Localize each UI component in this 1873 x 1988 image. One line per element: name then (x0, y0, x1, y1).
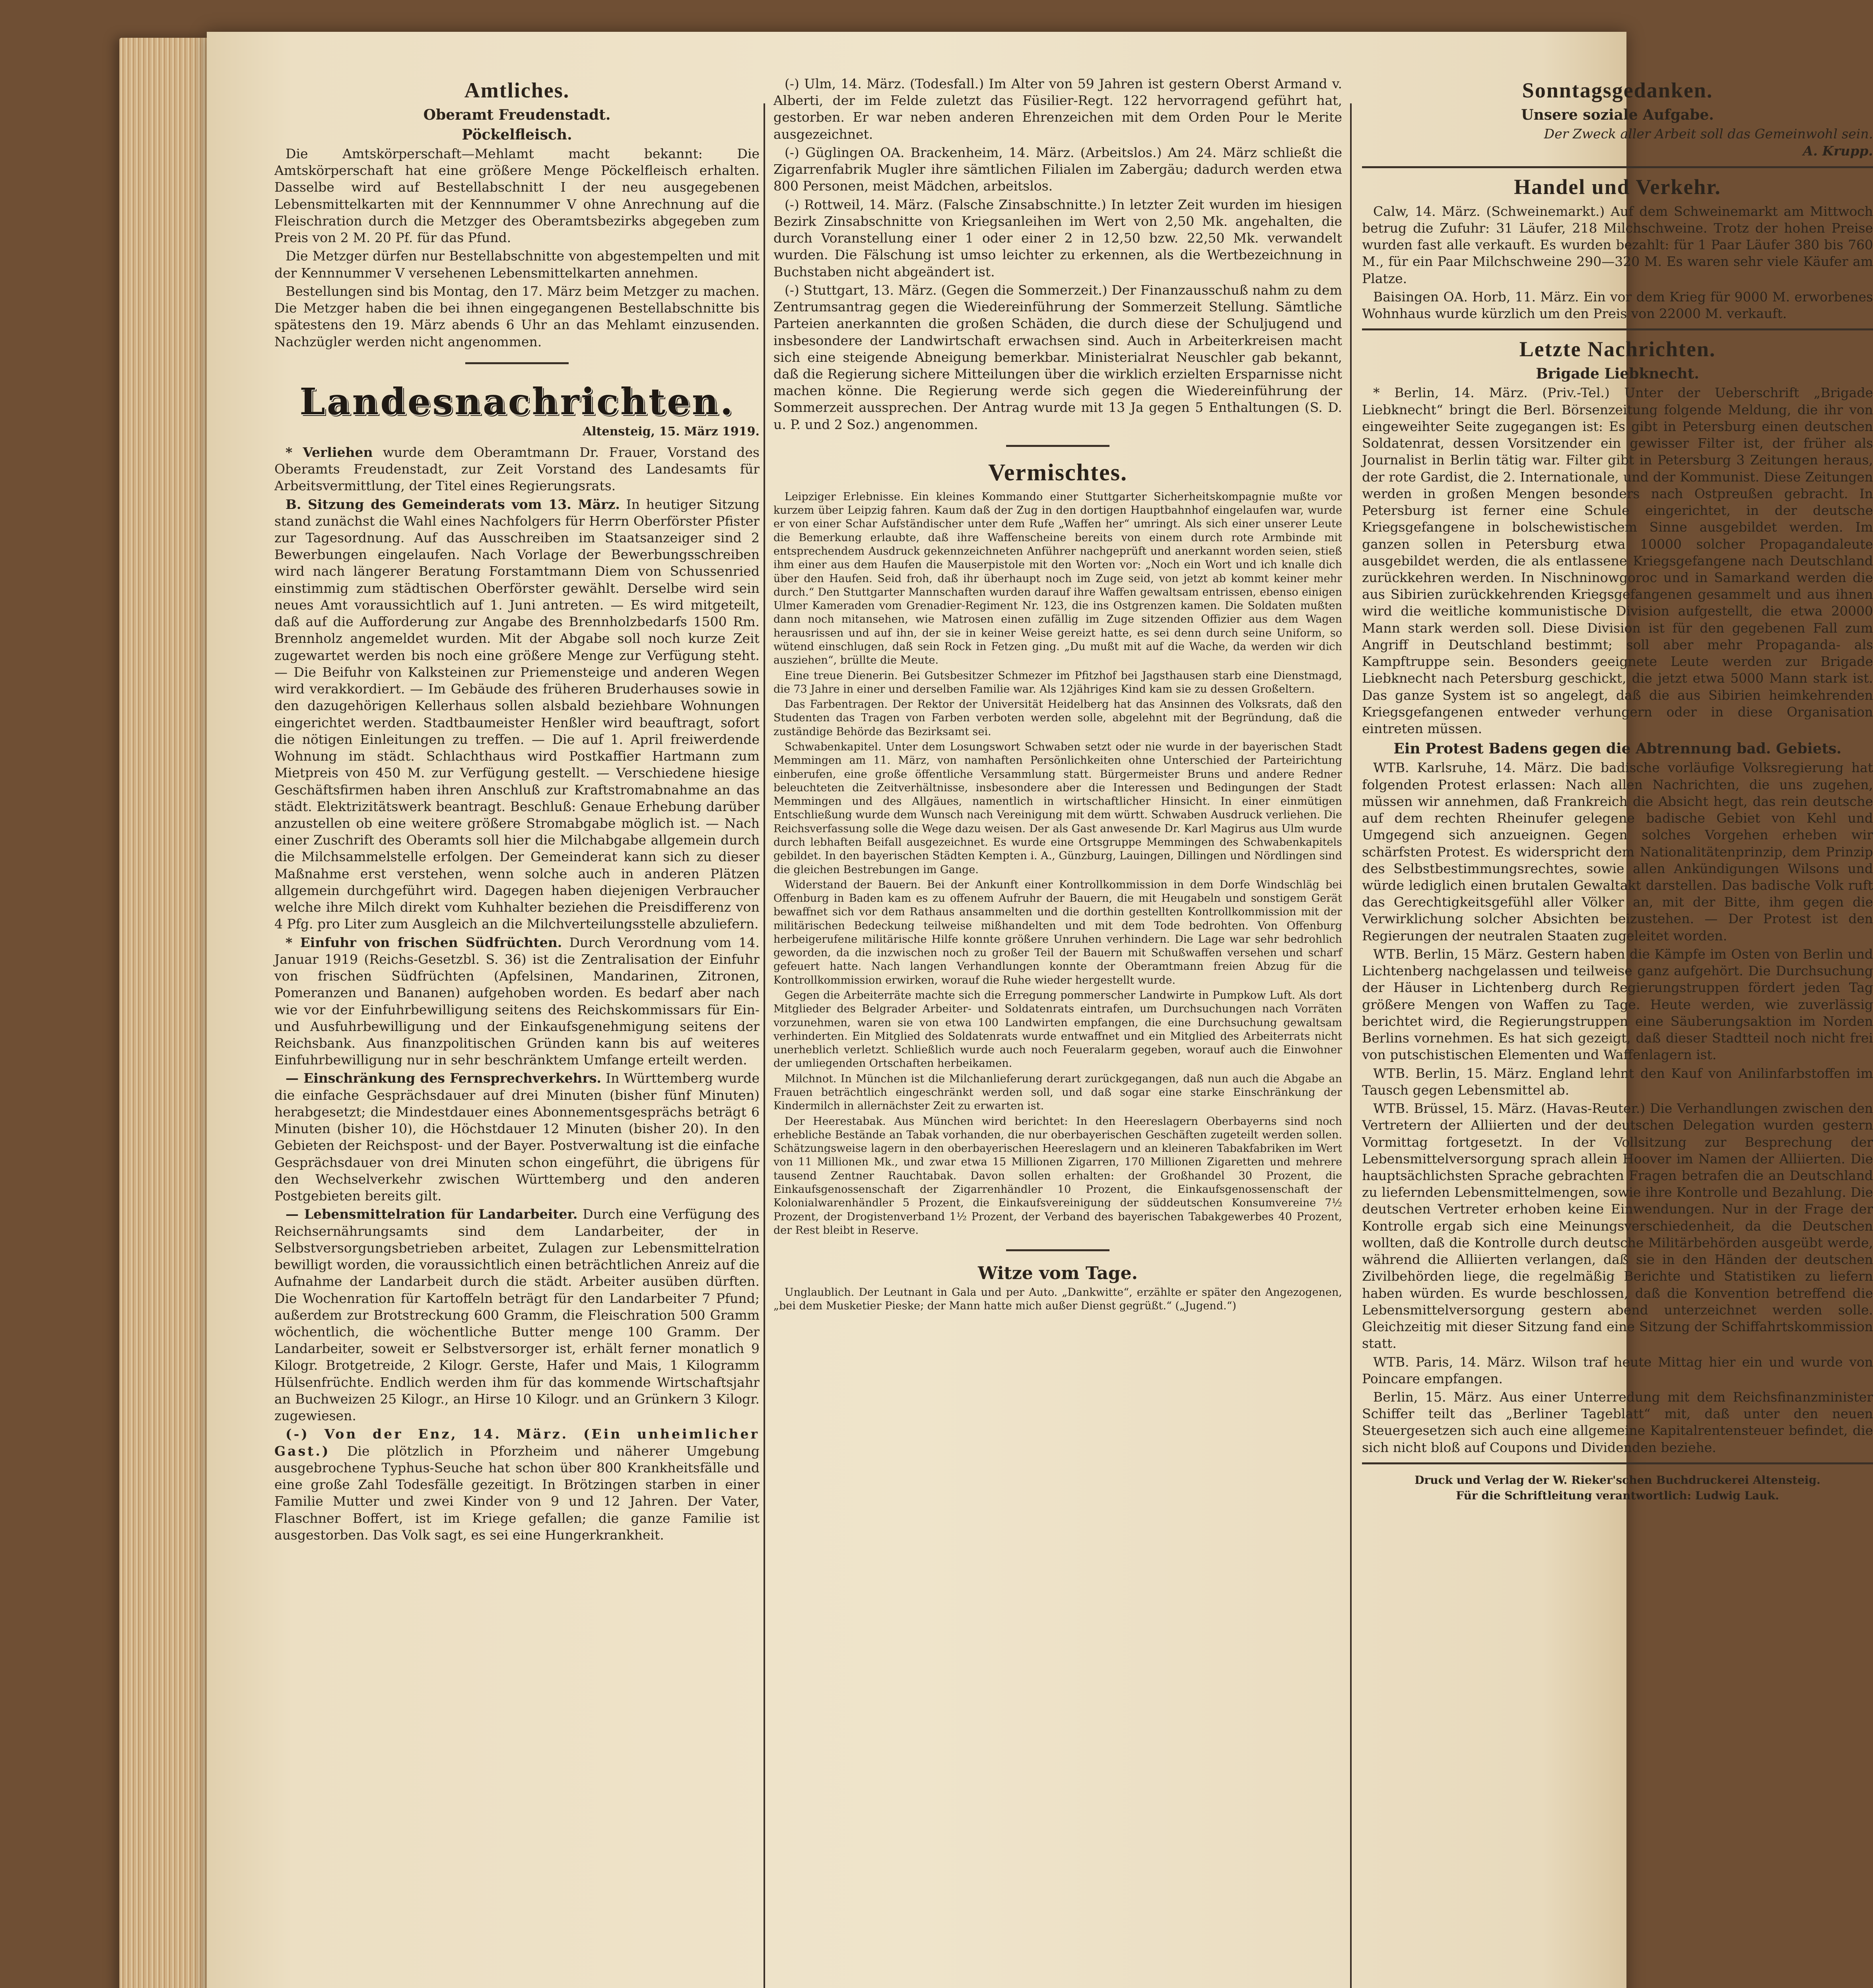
news-gueglingen: (-) Güglingen OA. Brackenheim, 14. März. (Arbeitslos.) Am 24. März schließt die Zigarrenfabrik Mugler ihre sämtlichen Filialen im Zabergäu; dadurch werden etwa 800 Personen, meist Mädchen, arbeitslos. (773, 144, 1342, 194)
imprint-editor: Für die Schriftleitung verantwortlich: Ludwig Lauk. (1456, 1489, 1779, 1503)
motto-author: A. Krupp. (1803, 143, 1873, 159)
oberamt-heading: Oberamt Freudenstadt. (423, 107, 611, 123)
protest-subheading: Ein Protest Badens gegen die Abtrennung bad. Gebiets. (1393, 740, 1842, 757)
vermischtes-body (773, 490, 1342, 1237)
section-divider (1362, 1462, 1873, 1464)
landes-item-fernsprech: — Einschränkung des Fernsprechverkehrs. In Württemberg wurde die einfache Gesprächsdauer auf drei Minuten (bisher fünf Minuten) herabgesetzt; die Mindestdauer eines Abonnementsgesprächs beträgt 6 Minuten (bisher 10), die Höchstdauer 12 Minuten (bisher 20). In den Gebieten der Reichspost- und der Bayer. Postverwaltung ist die einfache Gesprächsdauer von drei Minuten schon eingeführt, die übrigens für den Wechselverkehr zwischen Württemberg und den anderen Postgebieten bereits gilt. (274, 1070, 760, 1204)
poekel-paragraph-2: Die Metzger dürfen nur Bestellabschnitte von abgestempelten und mit der Kennnummer V versehenen Lebensmittelkarten annehmen. (274, 248, 760, 281)
landes-item-enz: (-) Von der Enz, 14. März. (Ein unheimlicher Gast.) Die plötzlich in Pforzheim und näherer Umgebung ausgebrochene Typhus-Seuche hat schon über 800 Krankheitsfälle und eine große Zahl Todesfälle gezeitigt. In Brötzingen starben in einer Familie Mutter und zwei Kinder von 9 und 12 Jahren. Der Vater, Flaschner Boffert, ist im Kriege gefallen; die ganze Familie ist ausgestorben. Das Volk sagt, es sei eine Hungerkrankheit. (274, 1426, 760, 1543)
letzte-berlin-2: WTB. Berlin, 15 März. Gestern haben die Kämpfe im Osten von Berlin und Lichtenberg nachgelassen und teilweise ganz aufgehört. Die Durchsuchung der Häuser in Lichtenberg durch Regierungstruppen fördert jeden Tag größere Mengen von Waffen zu Tage. Heute werden, wie zuverlässig berichtet wird, die Regierungstruppen eine Säuberungsaktion im Norden Berlins vornehmen. Es hat sich gezeigt, daß dieser Stadtteil noch nicht frei von putschistischen Elementen und Waffenlagern ist. (1362, 946, 1873, 1063)
motto-quote: Der Zweck aller Arbeit soll das Gemeinwohl sein. (1544, 126, 1873, 142)
vermischtes-heading: Vermischtes. (988, 459, 1128, 485)
landes-dateline: Altensteig, 15. März 1919. (582, 424, 760, 439)
letzte-karlsruhe: WTB. Karlsruhe, 14. März. Die badische vorläufige Volksregierung hat folgenden Protest erlassen: Nach allen Nachrichten, die uns zugehen, müssen wir annehmen, daß Frankreich die Absicht hegt, das rein deutsche auf dem rechten Rheinufer gelegene badische Gebiet von Kehl und Umgegend sich anzueignen. Gegen solches Vorgehen erheben wir schärfsten Protest. Es widerspricht dem Nationalitätenprinzip, dem Prinzip des Selbstbestimmungsrechtes, sowie allen Ankündigungen Wilsons und würde lediglich einen brutalen Gewaltakt darstellen. Das badische Volk ruft das Gerechtigkeitsgefühl aller Völker an, mit der Bitte, ihm gegen die Verwirklichung solcher Absichten beizustehen. — Der Protest ist den Regierungen der neutralen Staaten zugeleitet worden. (1362, 760, 1873, 944)
witz-text: Unglaublich. Der Leutnant in Gala und per Auto. „Dankwitte“, erzählte er später den Angezogenen, „bei dem Musketier Pieske; der Mann hatte mich außer Dienst gegrüßt.“ („Jugend.“) (773, 1286, 1342, 1312)
news-ulm: (-) Ulm, 14. März. (Todesfall.) Im Alter von 59 Jahren ist gestern Oberst Armand v. Alberti, der im Felde zuletzt das Füsilier-Regt. 122 hervorragend geführt hat, gestorben. Er war neben anderen Ehrenzeichen mit dem Orden Pour le Merite ausgezeichnet. (773, 76, 1342, 142)
handel-heading: Handel und Verkehr. (1514, 175, 1721, 199)
verm-leipzig: Leipziger Erlebnisse. Ein kleines Kommando einer Stuttgarter Sicherheitskompagnie mußte vor kurzem über Leipzig fahren. Kaum daß der Zug in den dortigen Hauptbahnhof eingelaufen war, wurde er von einer Schar Aufständischer unter dem Rufe „Waffen her“ umringt. Als sich einer unserer Leute die Bemerkung erlaubte, daß ihre Waffenscheine bereits von einem durch rote Armbinde mit entsprechendem Ausdruck gekennzeichneten Anführer nachgeprüft und anerkannt worden seien, stieß ihm einer aus dem Haufen die Mauserpistole mit den Worten vor: „Noch ein Wort und ich knalle dich über den Haufen. Seid froh, daß ihr überhaupt noch im Zuge seid, von jetzt ab kommt keiner mehr durch.“ Den Stuttgarter Mannschaften wurden darauf ihre Waffen gewaltsam entrissen, ebenso einigen Ulmer Kameraden vom Grenadier-Regiment Nr. 123, die ins Ostgrenzen kamen. Die Soldaten mußten dann noch mitansehen, wie Matrosen einen zufällig im Zuge sitzenden Offizier aus dem Wagen herausrissen und auf ihn, der sie in keiner Weise gereizt hatte, es sei denn durch seine Uniform, so wütend einschlugen, daß sein Rock in Fetzen ging. „Du mußt mit auf die Wache, da werden wir dich ausziehen“, brüllte die Meute. (773, 490, 1342, 667)
landes-item-verliehen: * Verliehen wurde dem Oberamtmann Dr. Frauer, Vorstand des Oberamts Freudenstadt, zur Zeit Vorstand des Landesamts für Arbeitsvermittlung, der Titel eines Regierungsrats. (274, 444, 760, 494)
news-rottweil: (-) Rottweil, 14. März. (Falsche Zinsabschnitte.) In letzter Zeit wurden im hiesigen Bezirk Zinsabschnitte von Kriegsanleihen im Wert von 2,50 Mk. angehalten, die durch Voranstellung einer 1 oder einer 2 in 12,50 bzw. 22,50 Mk. verwandelt wurden. Die Fälschung ist umso leichter zu erkennen, als die Wertbezeichnung in Buchstaben nicht abgeändert ist. (773, 196, 1342, 280)
landes-item-landarbeiter: — Lebensmittelration für Landarbeiter. Durch eine Verfügung des Reichsernährungsamts sind dem Landarbeiter, der in Selbstversorgungsbetrieben arbeitet, Zulagen zur Lebensmittelration bewilligt worden, die voraussichtlich einen beträchtlichen Anreiz auf die Aufnahme der Landarbeit durch die städt. Arbeiter ausüben dürften. Die Wochenration für Kartoffeln beträgt für den Landarbeiter 7 Pfund; außerdem zur Brotstreckung 600 Gramm, die Fleischration 500 Gramm wöchentlich, die wöchentliche Butter menge 100 Gramm. Der Landarbeiter, soweit er Selbstversorger ist, erhält ferner monatlich 9 Kilogr. Brotgetreide, 2 Kilogr. Gerste, Hafer und Mais, 1 Kilogramm Hülsenfrüchte. Endlich werden ihm für das kommende Wirtschaftsjahr an Buchweizen 25 Kilogr., an Hirse 10 Kilogr. und an Grünkern 3 Kilogr. zugewiesen. (274, 1206, 760, 1424)
verm-arbeiterraete: Gegen die Arbeiterräte machte sich die Erregung pommerscher Landwirte in Pumpkow Luft. Als dort Mitglieder des Belgrader Arbeiter- und Soldatenrats eintrafen, um Durchsuchungen nach Vorräten vorzunehmen, waren sie von etwa 100 Landwirten empfangen, die eine Durchsuchung gewaltsam verhinderten. Ein Mitglied des Soldatenrats wurde entwaffnet und ein Mitglied des Arbeiterrats nicht unerheblich verletzt. Schließlich wurde auch noch Feueralarm gegeben, worauf auch die Einwohner der umliegenden Ortschaften herbeikamen. (773, 989, 1342, 1070)
poekelfleisch-heading: Pöckelfleisch. (462, 126, 572, 143)
verm-bauern: Widerstand der Bauern. Bei der Ankunft einer Kontrollkommission in dem Dorfe Windschläg bei Offenburg in Baden kam es zu offenem Aufruhr der Bauern, die mit Heugabeln und sonstigem Gerät bewaffnet sich vor dem Rathaus ansammelten und die dorthin gestellten Kontrollkommission mit der militärischen Bedeckung teilweise mißhandelten und mit dem Tode bedrohten. Von Offenburg herbeigerufene militärische Hilfe konnte größere Unruhen verhindern. Die Lage war sehr bedrohlich geworden, da die inzwischen noch zu großer Teil der Bauern mit Schußwaffen versehen und scharf gefeuert hatte. Nach langen Verhandlungen konnte der Oberamtmann freien Abzug für die Kontrollkommission erwirken, worauf die Ruhe wieder hergestellt wurde. (773, 878, 1342, 986)
column-rule-2 (1350, 103, 1352, 1988)
letzte-berlin-1: * Berlin, 14. März. (Priv.-Tel.) Unter der Ueberschrift „Brigade Liebknecht“ bringt die Berl. Börsenzeitung folgende Meldung, die ihr von eingeweihter Seite zugegangen ist: Es gibt in Petersburg einen deutschen Soldatenrat, dessen Vorsitzender ein gewisser Filter ist, der früher als Journalist in Berlin tätig war. Filter gibt in Petersburg 3 Zeitungen heraus, der rote Gardist, die 2. Internationale, und der Kommunist. Diese Zeitungen werden in großen Mengen besonders nach Ostpreußen gebracht. In Petersburg ist ferner eine Schule eingerichtet, in der deutsche Kriegsgefangene in bolschewistischem Sinne ausgebildet werden. Im ganzen sollen in Petersburg etwa 10000 solcher Propagandaleute ausgebildet werden, die als entlassene Kriegsgefangene nach Deutschland zurückkehren werden. In Nischninowgoroc und in Samarkand werden die aus Sibirien zurückkehrenden Kriegsgefangenen gesammelt und aus ihnen wird die weitliche kommunistische Division aufgestellt, die etwa 20000 Mann stark werden soll. Diese Division ist für den gegebenen Fall zum Angriff in Deutschland bestimmt; soll aber mehr Propaganda- als Kampftruppe sein. Besonders geeignete Leute werden zur Brigade Liebknecht nach Petersburg geschickt, die jetzt etwa 5000 Mann stark ist. Das ganze System ist so angelegt, daß die aus Sibirien heimkehrenden Kriegsgefangenen entweder verhungern oder in diese Organisation eintreten müssen. (1362, 385, 1873, 737)
letzte-nachrichten-heading: Letzte Nachrichten. (1519, 337, 1716, 361)
letzte-bruessel: WTB. Brüssel, 15. März. (Havas-Reuter.) Die Verhandlungen zwischen den Vertretern der Alliierten und der deutschen Delegation wurden gestern Vormittag fortgesetzt. In der Vollsitzung zur Besprechung der Lebensmittelversorgung sprach allein Hoover im Namen der Alliierten. Die hauptsächlichsten Sprache gebrachten Fragen betrafen die an Deutschland zu liefernden Lebensmittelmengen, sowie ihre Kontrolle und Bezahlung. Die deutschen Vertreter erhoben keine Einwendungen. Nur in der Frage der Kontrolle ergab sich eine Meinungsverschiedenheit, da die Deutschen wollten, daß die Kontrolle durch deutsche Militärbehörden ausgeübt werde, während die Alliierten verlangen, daß sie in den Händen der deutschen Zivilbehörden liege, die regelmäßig Berichte und Statistiken zu liefern haben würden. Es wurde beschlossen, daß die Konvention betreffend die Lebensmittelversorgung gestern abend unterzeichnet werden solle. Gleichzeitig mit dieser Sitzung fand eine Sitzung der Schiffahrtskommission statt. (1362, 1101, 1873, 1351)
landes-item-gemeinderat: B. Sitzung des Gemeinderats vom 13. März. In heutiger Sitzung stand zunächst die Wahl eines Nachfolgers für Herrn Oberförster Pfister zur Tagesordnung. Auf das Ausschreiben im Staatsanzeiger sind 2 Bewerbungen eingelaufen. Nach Vorlage der Bewerbungsschreiben wird nach längerer Beratung Forstamtmann Diem von Schussenried einstimmig zum städtischen Oberförster gewählt. Derselbe wird sein neues Amt voraussichtlich auf 1. Juni antreten. — Es wird mitgeteilt, daß auf die Aufforderung zur Angabe des Brennholzbedarfs 1500 Rm. Brennholz angemeldet wurden. Mit der Abgabe soll noch kurze Zeit zugewartet werden bis noch eine größere Menge zur Verfügung steht. — Die Beifuhr von Kalksteinen zur Priemensteige und anderen Wegen wird verakkordiert. — Im Gebäude des früheren Bruderhauses sowie in den dazugehörigen Kellerhaus sollen alsbald beziehbare Wohnungen eingerichtet werden. Stadtbaumeister Henßler wird beauftragt, sofort die nötigen Einleitungen zu treffen. — Die auf 1. April freiwerdende Wohnung im städt. Schlachthaus wird Postkaffier Hartmann zum Mietpreis von 450 M. zur Verfügung gestellt. — Verschiedene hiesige Geschäftsfirmen haben ihren Anschluß zur Kraftstromabnahme an das städt. Elektrizitätswerk beantragt. Beschluß: Genaue Erhebung darüber anzustellen ob eine weitere größere Stromabgabe möglich ist. — Nach einer Zuschrift des Oberamts soll hier die Milchabgabe allgemein durch die Milchsammelstelle erfolgen. Der Gemeinderat kann sich zu dieser Maßnahme erst verstehen, wenn solche auch in anderen Plätzen allgemein durchgeführt wird. Dagegen haben diejenigen Verbraucher welche ihre Milch direkt vom Kuhhalter beziehen die Preisdifferenz von 4 Pfg. pro Liter zum Ausgleich an die Milchverteilungsstelle abzuliefern. (274, 496, 760, 932)
verm-dienerin: Eine treue Dienerin. Bei Gutsbesitzer Schmezer im Pfitzhof bei Jagsthausen starb eine Dienstmagd, die 73 Jahre in einer und derselben Familie war. Als 12jähriges Kind kam sie zu dessen Großeltern. (773, 669, 1342, 695)
column-2 (773, 76, 1342, 1988)
landes-item-suedfruechte: * Einfuhr von frischen Südfrüchten. Durch Verordnung vom 14. Januar 1919 (Reichs-Gesetzbl. S. 36) ist die Zentralisation der Einfuhr von frischen Südfrüchten (Apfelsinen, Mandarinen, Zitronen, Pomeranzen und Bananen) aufgehoben worden. Es bedarf aber nach wie vor der Einfuhrbewilligung seitens des Reichskommissars für Ein- und Ausfuhrbewilligung und der Einkaufsgenehmigung seitens der Reichsbank. Aus finanzpolitischen Gründen kann bis auf weiteres Einfuhrbewilligung nur in sehr beschränktem Umfange erteilt werden. (274, 934, 760, 1068)
newspaper-page (207, 32, 1873, 1988)
section-divider (1006, 445, 1109, 447)
verm-heerestabak: Der Heerestabak. Aus München wird berichtet: In den Heereslagern Oberbayerns sind noch erhebliche Bestände an Tabak vorhanden, die nur oberbayerischen Geschäften zugeteilt werden sollen. Schätzungsweise lagern in den oberbayerischen Heereslagern und an kleineren Tabakfabriken im Wert von 11 Millionen Mk., und zwar etwa 15 Millionen Zigarren, 170 Millionen Zigaretten und mehrere tausend Zentner Rauchtabak. Davon sollen erhalten: der Großhandel 30 Prozent, die Einkaufsgenossenschaft der Zigarrenhändler 10 Prozent, die Einkaufsgenossenschaft der Kolonialwarenhändler 5 Prozent, die Einkaufsvereinigung der süddeutschen Konsumvereine 7½ Prozent, der Drogistenverband 1½ Prozent, der Verband des bayerischen Tabakgewerbes 40 Prozent, der Rest bleibt in Reserve. (773, 1115, 1342, 1237)
verm-farbentragen: Das Farbentragen. Der Rektor der Universität Heidelberg hat das Ansinnen des Volksrats, daß den Studenten das Tragen von Farben verboten werden solle, abgelehnt mit der Begründung, daß die zuständige Behörde das Bezirksamt sei. (773, 698, 1342, 738)
brigade-subheading: Brigade Liebknecht. (1536, 365, 1699, 382)
letzte-berlin-3: WTB. Berlin, 15. März. England lehnt den Kauf von Anilinfarbstoffen im Tausch gegen Lebensmittel ab. (1362, 1065, 1873, 1098)
column-rule-1 (764, 103, 765, 1988)
verm-milchnot: Milchnot. In München ist die Milchanlieferung derart zurückgegangen, daß nun auch die Abgabe an Frauen beträchtlich eingeschränkt werden soll, und daß sogar eine starke Einschränkung der Kindermilch in allernächster Zeit zu erwarten ist. (773, 1072, 1342, 1112)
section-divider (1362, 328, 1873, 330)
imprint-printer: Druck und Verlag der W. Rieker'schen Buchdruckerei Altensteig. (1414, 1473, 1821, 1487)
section-divider (1362, 166, 1873, 168)
handel-baisingen: Baisingen OA. Horb, 11. März. Ein vor dem Krieg für 9000 M. erworbenes Wohnhaus wurde kürzlich um den Preis von 22000 M. verkauft. (1362, 289, 1873, 322)
poekel-paragraph-3: Bestellungen sind bis Montag, den 17. März beim Metzger zu machen. Die Metzger haben die bei ihnen eingegangenen Bestellabschnitte bis spätestens den 19. März abends 6 Uhr an das Mehlamt einzusenden. Nachzügler werden nicht angenommen. (274, 283, 760, 349)
imprint (1362, 1472, 1873, 1503)
sonntagsgedanken-heading: Sonntagsgedanken. (1522, 78, 1713, 102)
landesnachrichten-masthead: Landesnachrichten. (299, 380, 734, 423)
verm-schwabenkapitel: Schwabenkapitel. Unter dem Losungswort Schwaben setzt oder nie wurde in der bayerischen Stadt Memmingen am 11. März, von namhaften Persönlichkeiten ohne Unterschied der Parteirichtung einberufen, eine große öffentliche Versammlung statt. Bürgermeister Bruns und andere Redner beleuchteten die Zeitverhältnisse, insbesondere aber die Interessen und Bedingungen der Stadt Memmingen und des Allgäues, namentlich in wirtschaftlicher Hinsicht. In einer einmütigen Entschließung wurde dem Wunsch nach Vereinigung mit dem württ. Schwaben Ausdruck verliehen. Die Reichsverfassung solle die Wege dazu weisen. Der als Gast anwesende Dr. Karl Magirus aus Ulm wurde durch lebhaften Beifall ausgezeichnet. Es wurde eine Ortsgruppe Memmingen des Schwabenkapitels gebildet. In den bayerischen Städten Kempten i. A., Günzburg, Lauingen, Dillingen und Nördlingen sind die gleichen Bestrebungen im Gange. (773, 740, 1342, 876)
book-page-edges (119, 38, 211, 1988)
letzte-berlin-4: Berlin, 15. März. Aus einer Unterredung mit dem Reichsfinanzminister Schiffer teilt das „Berliner Tageblatt“ mit, daß unter den neuen Steuergesetzen sich auch eine allgemeine Kapitalrentensteuer befindet, die sich nicht bloß auf Coupons und Dividenden beziehe. (1362, 1389, 1873, 1455)
handel-calw: Calw, 14. März. (Schweinemarkt.) Auf dem Schweinemarkt am Mittwoch betrug die Zufuhr: 31 Läufer, 218 Milchschweine. Trotz der hohen Preise wurden fast alle verkauft. Es wurden bezahlt: für 1 Paar Läufer 380 bis 760 M., für ein Paar Milchschweine 290—320 M. Es waren sehr viele Käufer am Platze. (1362, 203, 1873, 286)
letzte-paris: WTB. Paris, 14. März. Wilson traf heute Mittag hier ein und wurde von Poincare empfangen. (1362, 1354, 1873, 1386)
witze-heading: Witze vom Tage. (978, 1263, 1138, 1284)
poekel-paragraph-1: Die Amtskörperschaft—Mehlamt macht bekannt: Die Amtskörperschaft hat eine größere Menge Pöckelfleisch erhalten. Dasselbe wird auf Bestellabschnitt I der neu ausgegebenen Lebensmittelkarten mit der Kennnummer V ohne Anrechnung auf die Fleischration durch die Metzger des Oberamtsbezirks abgegeben zum Preis von 2 M. 20 Pf. für das Pfund. (274, 146, 760, 246)
column-1 (274, 76, 760, 1988)
column-3 (1362, 76, 1873, 1988)
amtliches-heading: Amtliches. (464, 78, 570, 102)
section-divider (465, 362, 569, 364)
sonntag-subheading: Unsere soziale Aufgabe. (1521, 107, 1714, 123)
section-divider (1006, 1249, 1109, 1251)
news-stuttgart: (-) Stuttgart, 13. März. (Gegen die Sommerzeit.) Der Finanzausschuß nahm zu dem Zentrumsantrag gegen die Wiedereinführung der Sommerzeit Stellung. Sämtliche Parteien anerkannten die großen Schäden, die durch diese der Schuljugend und insbesondere der Landwirtschaft erwachsen sind. Auch in Arbeiterkreisen macht sich eine steigende Abneigung bemerkbar. Ministerialrat Neuschler gab bekannt, daß die Regierung sichere Mitteilungen über die wirklich erzielten Ersparnisse nicht machen könne. Die Regierung werde sich gegen die Wiedereinführung der Sommerzeit aussprechen. Der Antrag wurde mit 13 Ja gegen 5 Enthaltungen (S. D. u. P. und 2 Soz.) angenommen. (773, 282, 1342, 432)
